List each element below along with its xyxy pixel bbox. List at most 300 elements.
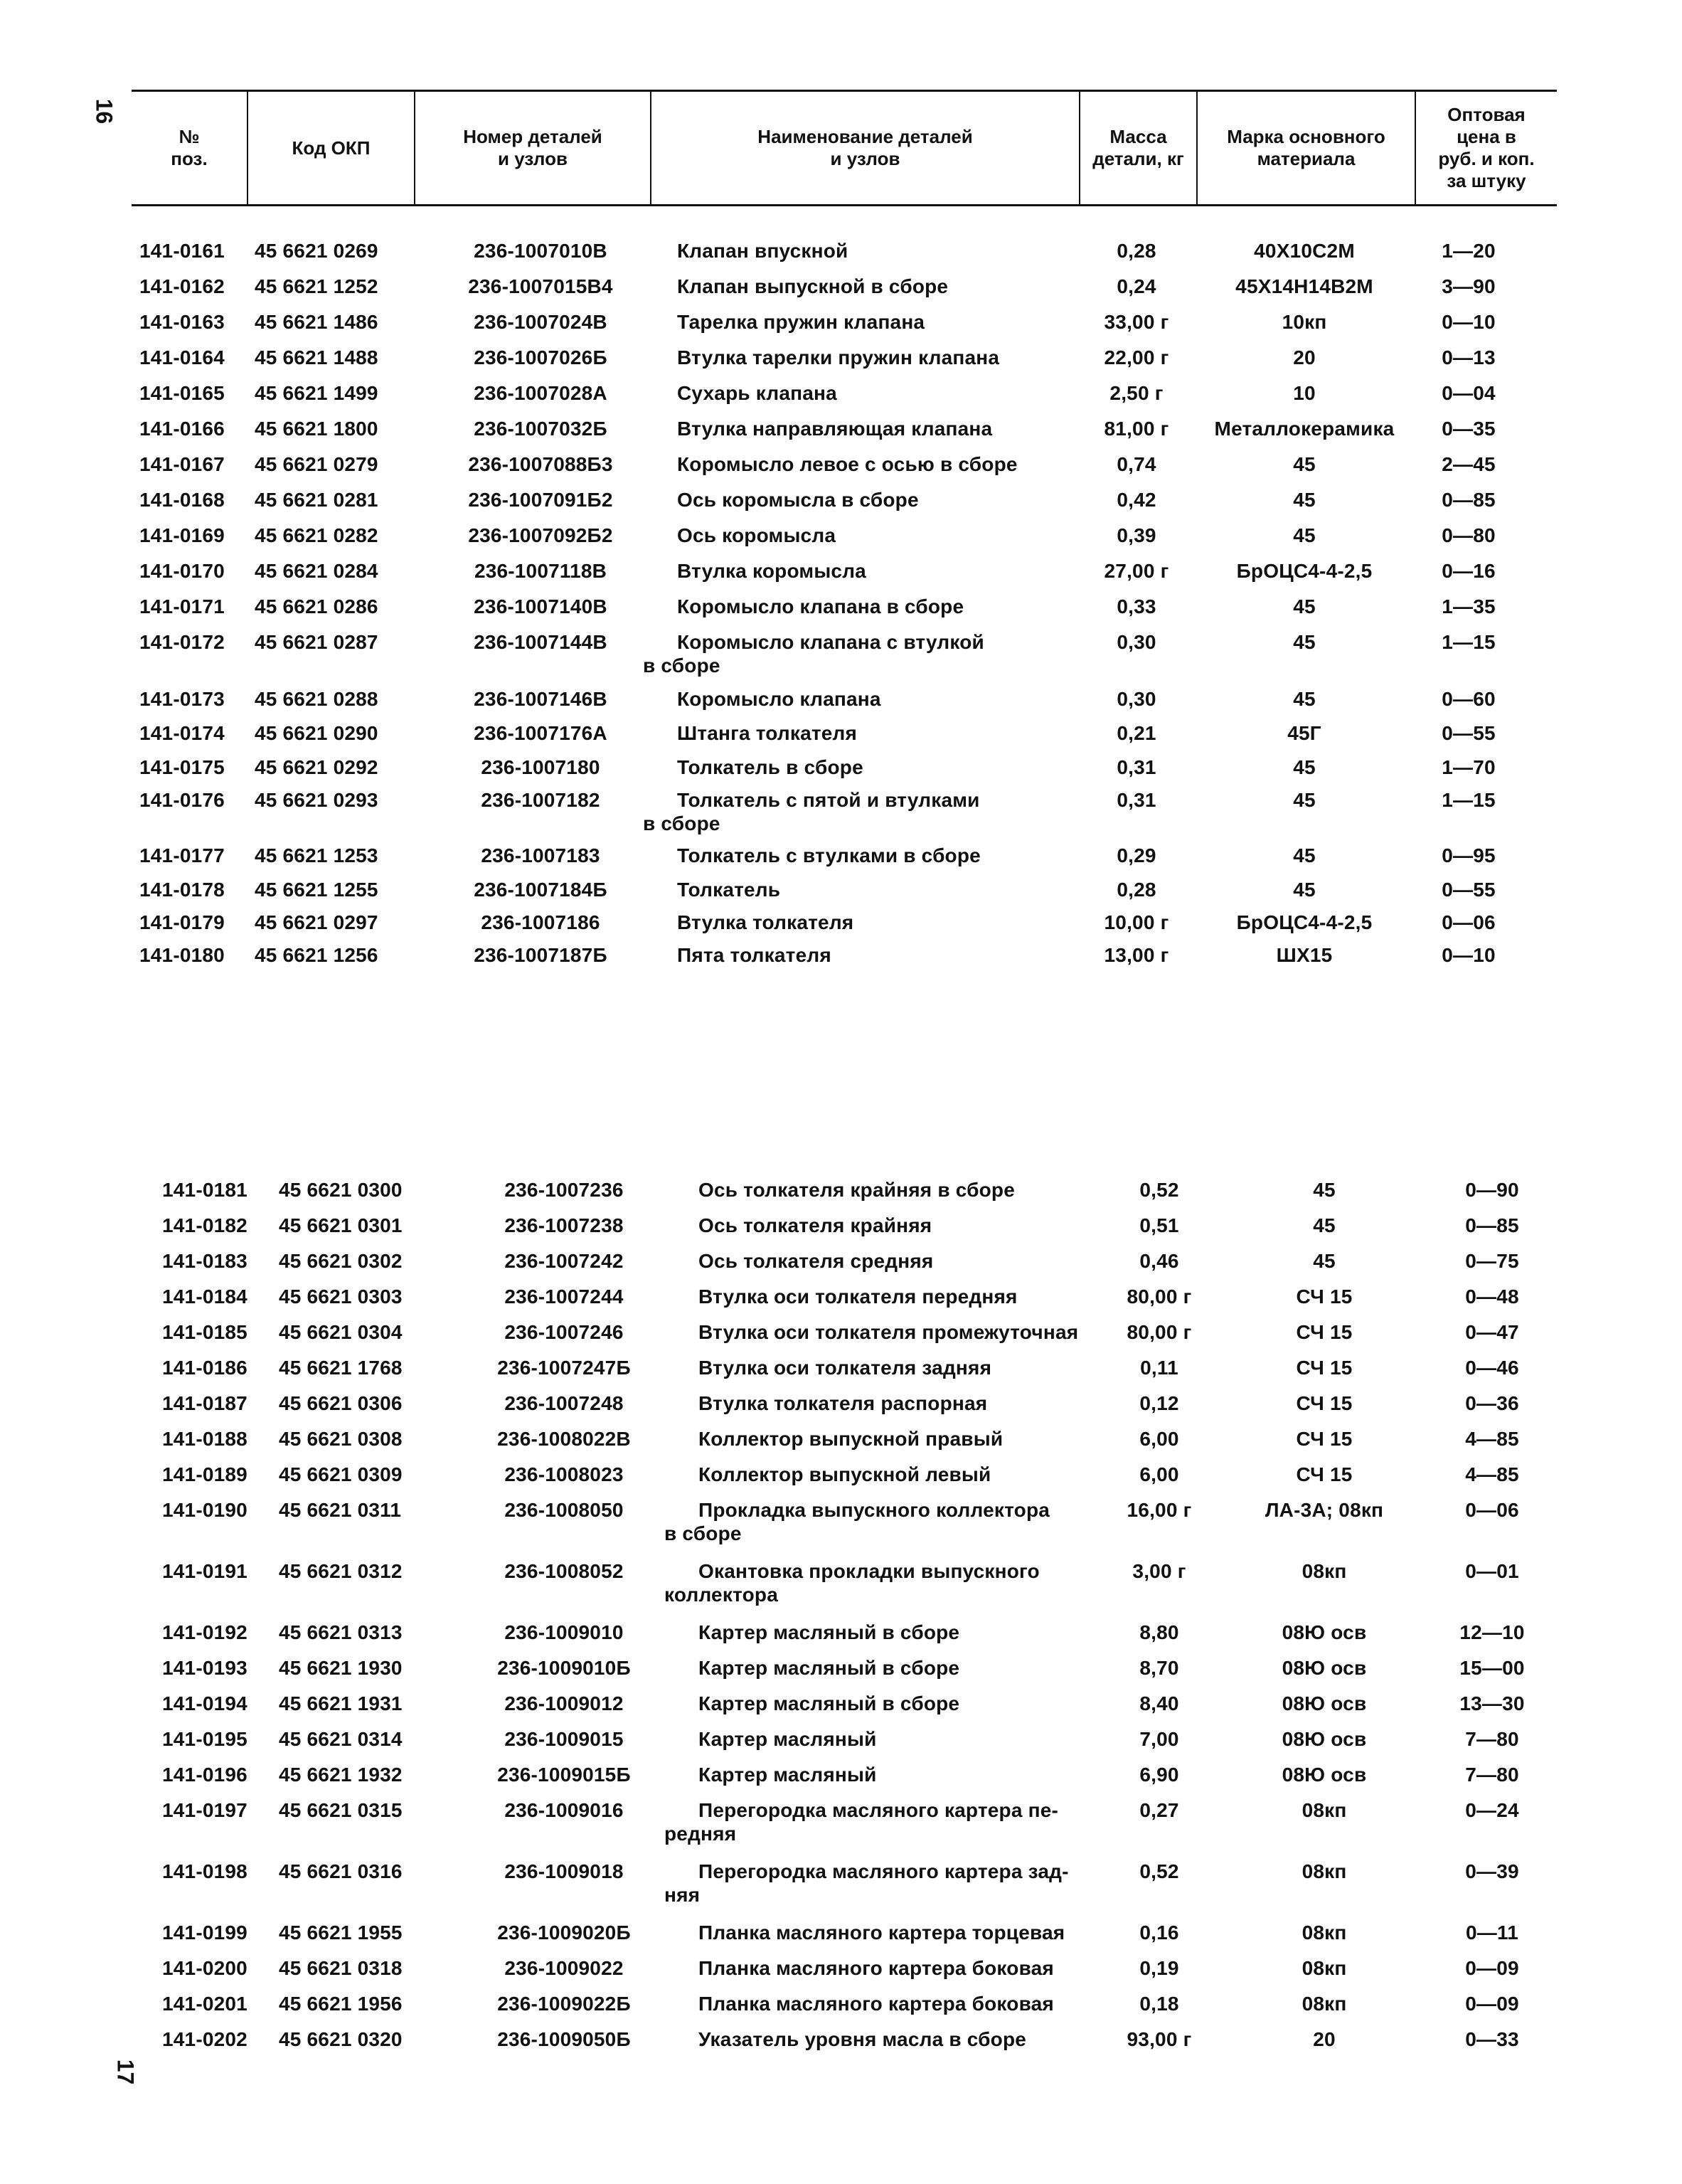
price-cell: 12—10 xyxy=(1459,1621,1525,1643)
price-cell: 0—13 xyxy=(1442,346,1496,369)
part-number-cell: 236-1007180 xyxy=(481,756,600,778)
material-cell: 08кп xyxy=(1302,1560,1347,1582)
mass-cell: 22,00 г xyxy=(1104,346,1169,369)
material-cell: СЧ 15 xyxy=(1296,1357,1353,1379)
part-name-line: Ось толкателя крайняя в сборе xyxy=(698,1179,1015,1201)
part-number-cell: 236-1009015Б xyxy=(497,1764,631,1786)
okp-code-cell: 45 6621 0287 xyxy=(255,631,378,653)
material-cell: 45 xyxy=(1293,489,1316,511)
material-cell: 08Ю осв xyxy=(1282,1657,1367,1679)
price-cell: 1—70 xyxy=(1442,756,1496,778)
okp-code-cell: 45 6621 1255 xyxy=(255,879,378,901)
price-cell: 7—80 xyxy=(1465,1764,1519,1786)
part-name-cell xyxy=(643,524,1084,547)
part-name-line: Планка масляного картера боковая xyxy=(698,1957,1054,1979)
mass-cell: 0,51 xyxy=(1139,1214,1179,1236)
material-cell: 45 xyxy=(1313,1250,1336,1272)
okp-code-cell: 45 6621 0286 xyxy=(255,595,378,617)
okp-code-cell: 45 6621 0304 xyxy=(279,1321,403,1343)
material-cell: 08кп xyxy=(1302,1957,1347,1979)
pos-cell: 141-0190 xyxy=(162,1499,247,1521)
material-cell: 45 xyxy=(1293,879,1316,901)
mass-cell: 3,00 г xyxy=(1132,1560,1186,1582)
part-name-line: Прокладка выпускного коллектора xyxy=(698,1499,1050,1521)
part-number-cell: 236-1007088Б3 xyxy=(468,453,613,475)
price-cell: 0—47 xyxy=(1465,1321,1519,1343)
part-number-cell: 236-1008052 xyxy=(504,1560,624,1582)
table-row xyxy=(0,1992,1682,2027)
part-name-line: Втулка толкателя xyxy=(677,911,854,933)
table-row xyxy=(0,878,1682,911)
part-name-line: Тарелка пружин клапана xyxy=(677,311,925,333)
part-name-line: Втулка оси толкателя передняя xyxy=(698,1286,1018,1308)
okp-code-cell: 45 6621 0316 xyxy=(279,1860,403,1882)
part-name-cell xyxy=(643,943,1084,967)
okp-code-cell: 45 6621 0284 xyxy=(255,560,378,582)
okp-code-cell: 45 6621 1252 xyxy=(255,275,378,297)
price-cell: 0—75 xyxy=(1465,1250,1519,1272)
pos-cell: 141-0200 xyxy=(162,1957,247,1979)
material-cell: ЛА-3А; 08кп xyxy=(1265,1499,1384,1521)
table-row xyxy=(0,488,1682,524)
okp-code-cell: 45 6621 1956 xyxy=(279,1993,403,2015)
pos-cell: 141-0198 xyxy=(162,1860,247,1882)
price-cell: 0—11 xyxy=(1466,1921,1518,1944)
okp-code-cell: 45 6621 0301 xyxy=(279,1214,403,1236)
part-name-cell xyxy=(664,1763,1119,1786)
okp-code-cell: 45 6621 0308 xyxy=(279,1428,403,1450)
table-row xyxy=(0,1860,1682,1921)
price-cell: 0—09 xyxy=(1465,1993,1519,2015)
material-cell: 08Ю осв xyxy=(1282,1764,1367,1786)
okp-code-cell: 45 6621 0318 xyxy=(279,1957,403,1979)
part-name-line: Ось толкателя средняя xyxy=(698,1250,934,1272)
part-number-cell: 236-1007246 xyxy=(504,1321,624,1343)
price-cell: 7—80 xyxy=(1465,1728,1519,1750)
part-name-line: Толкатель xyxy=(677,879,781,901)
material-cell: 40Х10С2М xyxy=(1254,240,1355,262)
price-cell: 0—04 xyxy=(1442,382,1496,404)
mass-cell: 0,21 xyxy=(1117,722,1156,744)
pos-cell: 141-0187 xyxy=(162,1392,247,1414)
material-cell: 08кп xyxy=(1302,1860,1347,1882)
okp-code-cell: 45 6621 0313 xyxy=(279,1621,403,1643)
price-cell: 0—46 xyxy=(1465,1357,1519,1379)
part-name-line: Перегородка масляного картера пе- xyxy=(698,1799,1059,1821)
okp-code-cell: 45 6621 0292 xyxy=(255,756,378,778)
mass-cell: 93,00 г xyxy=(1127,2028,1192,2050)
price-cell: 2—45 xyxy=(1442,453,1496,475)
price-cell: 0—55 xyxy=(1442,879,1496,901)
part-number-cell: 236-1007244 xyxy=(504,1286,624,1308)
table-row xyxy=(0,1285,1682,1320)
price-cell: 0—24 xyxy=(1465,1799,1519,1821)
okp-code-cell: 45 6621 0290 xyxy=(255,722,378,744)
pos-cell: 141-0189 xyxy=(162,1463,247,1485)
table-row xyxy=(0,1249,1682,1285)
table-row xyxy=(0,756,1682,788)
pos-cell: 141-0201 xyxy=(162,1993,247,2015)
pos-cell: 141-0180 xyxy=(139,944,225,966)
mass-cell: 81,00 г xyxy=(1104,418,1169,440)
okp-code-cell: 45 6621 1930 xyxy=(279,1657,403,1679)
mass-cell: 6,90 xyxy=(1139,1764,1179,1786)
part-name-line: Втулка тарелки пружин клапана xyxy=(677,346,1000,369)
part-name-line: Клапан выпускной в сборе xyxy=(677,275,949,297)
part-name-cell xyxy=(643,878,1084,901)
part-name-line: Картер масляный в сборе xyxy=(698,1692,960,1714)
part-name-line: Втулка коромысла xyxy=(677,560,866,582)
price-cell: 0—06 xyxy=(1465,1499,1519,1521)
material-cell: 10кп xyxy=(1282,311,1327,333)
part-name-cell xyxy=(664,1921,1119,1944)
part-number-cell: 236-1009010 xyxy=(504,1621,624,1643)
part-name-line: Толкатель с втулками в сборе xyxy=(677,844,981,866)
part-name-continuation: редняя xyxy=(664,1823,737,1845)
part-name-line: Клапан впускной xyxy=(677,240,848,262)
part-number-cell: 236-1009020Б xyxy=(497,1921,631,1944)
pos-cell: 141-0170 xyxy=(139,560,225,582)
part-number-cell: 236-1007024В xyxy=(474,311,607,333)
part-name-cell xyxy=(664,1463,1119,1486)
part-name-line: Втулка толкателя распорная xyxy=(698,1392,988,1414)
part-name-cell xyxy=(643,844,1084,867)
part-number-cell: 236-1007146В xyxy=(474,688,607,710)
price-cell: 0—16 xyxy=(1442,560,1496,582)
material-cell: СЧ 15 xyxy=(1296,1428,1353,1450)
material-cell: 45 xyxy=(1293,631,1316,653)
price-cell: 4—85 xyxy=(1465,1463,1519,1485)
mass-cell: 2,50 г xyxy=(1109,382,1164,404)
pos-cell: 141-0176 xyxy=(139,789,225,811)
part-name-line: Коллектор выпускной правый xyxy=(698,1428,1004,1450)
okp-code-cell: 45 6621 0300 xyxy=(279,1179,403,1201)
part-name-cell xyxy=(664,1498,1119,1545)
table-row xyxy=(0,1427,1682,1463)
part-name-cell xyxy=(643,756,1084,779)
part-name-line: Ось толкателя крайняя xyxy=(698,1214,932,1236)
table-row xyxy=(0,1214,1682,1249)
part-number-cell: 236-1007015В4 xyxy=(468,275,613,297)
part-name-cell xyxy=(664,1559,1119,1606)
price-cell: 0—01 xyxy=(1465,1560,1519,1582)
part-name-cell xyxy=(643,275,1084,298)
part-name-continuation: коллектора xyxy=(664,1584,778,1606)
pos-cell: 141-0167 xyxy=(139,453,225,475)
table-row xyxy=(0,1559,1682,1621)
part-name-line: Коромысло левое с осью в сборе xyxy=(677,453,1018,475)
price-cell: 1—15 xyxy=(1442,631,1496,653)
part-name-cell xyxy=(664,1320,1119,1344)
pos-cell: 141-0193 xyxy=(162,1657,247,1679)
header-okp: Код ОКП xyxy=(247,92,414,204)
header-pos: № поз. xyxy=(171,126,208,169)
header-part-number: Номер деталей и узлов xyxy=(414,92,650,204)
material-cell: 08кп xyxy=(1302,1921,1347,1944)
part-number-cell: 236-1009050Б xyxy=(497,2028,631,2050)
okp-code-cell: 45 6621 0309 xyxy=(279,1463,403,1485)
page-number-top: 16 xyxy=(91,98,117,124)
mass-cell: 0,31 xyxy=(1117,789,1156,811)
price-cell: 0—95 xyxy=(1442,844,1496,866)
pos-cell: 141-0194 xyxy=(162,1692,247,1714)
part-name-line: Коромысло клапана xyxy=(677,688,881,710)
table-row xyxy=(0,788,1682,844)
mass-cell: 7,00 xyxy=(1139,1728,1179,1750)
part-number-cell: 236-1007140В xyxy=(474,595,607,617)
part-name-cell xyxy=(643,452,1084,476)
part-name-cell xyxy=(664,1656,1119,1680)
table-row xyxy=(0,1763,1682,1798)
table-row xyxy=(0,275,1682,310)
part-number-cell: 236-1007247Б xyxy=(497,1357,631,1379)
mass-cell: 0,11 xyxy=(1140,1357,1178,1379)
part-name-line: Перегородка масляного картера зад- xyxy=(698,1860,1069,1882)
okp-code-cell: 45 6621 0312 xyxy=(279,1560,403,1582)
part-name-cell xyxy=(643,559,1084,583)
price-cell: 0—10 xyxy=(1442,311,1496,333)
part-name-cell xyxy=(664,1798,1119,1845)
mass-cell: 16,00 г xyxy=(1127,1499,1192,1521)
material-cell: 08Ю осв xyxy=(1282,1692,1367,1714)
part-name-cell xyxy=(664,1214,1119,1237)
part-name-cell xyxy=(664,1860,1119,1907)
mass-cell: 80,00 г xyxy=(1127,1286,1192,1308)
pos-cell: 141-0173 xyxy=(139,688,225,710)
material-cell: 45Х14Н14В2М xyxy=(1235,275,1373,297)
pos-cell: 141-0199 xyxy=(162,1921,247,1944)
part-number-cell: 236-1007248 xyxy=(504,1392,624,1414)
pos-cell: 141-0168 xyxy=(139,489,225,511)
pos-cell: 141-0191 xyxy=(162,1560,247,1582)
pos-cell: 141-0165 xyxy=(139,382,225,404)
material-cell: 45 xyxy=(1293,595,1316,617)
price-cell: 0—90 xyxy=(1465,1179,1519,1201)
part-name-cell xyxy=(643,488,1084,511)
mass-cell: 6,00 xyxy=(1139,1463,1179,1485)
part-number-cell: 236-1009018 xyxy=(504,1860,624,1882)
part-name-line: Втулка оси толкателя задняя xyxy=(698,1357,992,1379)
pos-cell: 141-0171 xyxy=(139,595,225,617)
table-header xyxy=(132,90,1557,206)
mass-cell: 0,42 xyxy=(1117,489,1156,511)
material-cell: 45 xyxy=(1293,688,1316,710)
part-name-line: Картер масляный xyxy=(698,1764,877,1786)
okp-code-cell: 45 6621 0303 xyxy=(279,1286,403,1308)
material-cell: 08Ю осв xyxy=(1282,1621,1367,1643)
pos-cell: 141-0182 xyxy=(162,1214,247,1236)
part-number-cell: 236-1009016 xyxy=(504,1799,624,1821)
table-row xyxy=(0,310,1682,346)
mass-cell: 0,74 xyxy=(1117,453,1156,475)
pos-cell: 141-0185 xyxy=(162,1321,247,1343)
part-number-cell: 236-1009022Б xyxy=(497,1993,631,2015)
mass-cell: 0,39 xyxy=(1117,524,1156,546)
part-name-line: Картер масляный в сборе xyxy=(698,1621,960,1643)
part-name-cell xyxy=(664,1727,1119,1751)
mass-cell: 8,70 xyxy=(1139,1657,1179,1679)
price-cell: 15—00 xyxy=(1459,1657,1525,1679)
part-number-cell: 236-1008022В xyxy=(497,1428,631,1450)
part-name-line: Штанга толкателя xyxy=(677,722,858,744)
part-number-cell: 236-1007183 xyxy=(481,844,600,866)
part-number-cell: 236-1007186 xyxy=(481,911,600,933)
price-cell: 0—36 xyxy=(1465,1392,1519,1414)
part-number-cell: 236-1009012 xyxy=(504,1692,624,1714)
part-name-line: Указатель уровня масла в сборе xyxy=(698,2028,1027,2050)
part-name-continuation: няя xyxy=(664,1884,701,1906)
mass-cell: 0,19 xyxy=(1139,1957,1179,1979)
okp-code-cell: 45 6621 0281 xyxy=(255,489,378,511)
part-number-cell: 236-1009022 xyxy=(504,1957,624,1979)
part-number-cell: 236-1007028А xyxy=(474,382,607,404)
table-row xyxy=(0,381,1682,417)
parts-table-top xyxy=(0,239,1682,976)
part-name-cell xyxy=(664,2027,1119,2051)
table-row xyxy=(0,524,1682,559)
price-cell: 0—85 xyxy=(1442,489,1496,511)
pos-cell: 141-0174 xyxy=(139,722,225,744)
part-name-cell xyxy=(664,1956,1119,1980)
part-name-cell xyxy=(643,239,1084,263)
table-row xyxy=(0,1727,1682,1763)
mass-cell: 0,16 xyxy=(1139,1921,1179,1944)
part-name-cell xyxy=(643,687,1084,711)
part-number-cell: 236-1007187Б xyxy=(474,944,607,966)
mass-cell: 0,28 xyxy=(1117,240,1156,262)
okp-code-cell: 45 6621 1800 xyxy=(255,418,378,440)
material-cell: 45Г xyxy=(1287,722,1321,744)
mass-cell: 0,28 xyxy=(1117,879,1156,901)
pos-cell: 141-0164 xyxy=(139,346,225,369)
part-name-line: Толкатель в сборе xyxy=(677,756,863,778)
part-name-cell xyxy=(643,630,1084,677)
price-cell: 0—10 xyxy=(1442,944,1496,966)
price-cell: 0—09 xyxy=(1465,1957,1519,1979)
table-row xyxy=(0,721,1682,756)
okp-code-cell: 45 6621 0315 xyxy=(279,1799,403,1821)
part-name-cell xyxy=(643,595,1084,618)
price-cell: 4—85 xyxy=(1465,1428,1519,1450)
material-cell: 45 xyxy=(1313,1214,1336,1236)
material-cell: 20 xyxy=(1313,2028,1336,2050)
mass-cell: 27,00 г xyxy=(1104,560,1169,582)
okp-code-cell: 45 6621 1768 xyxy=(279,1357,403,1379)
table-row xyxy=(0,1498,1682,1559)
part-name-cell xyxy=(643,381,1084,405)
table-row xyxy=(0,1178,1682,1214)
material-cell: СЧ 15 xyxy=(1296,1392,1353,1414)
table-row xyxy=(0,346,1682,381)
table-row xyxy=(0,630,1682,687)
material-cell: 45 xyxy=(1293,453,1316,475)
table-row xyxy=(0,1391,1682,1427)
okp-code-cell: 45 6621 1486 xyxy=(255,311,378,333)
part-name-line: Окантовка прокладки выпускного xyxy=(698,1560,1040,1582)
part-name-line: Картер масляный xyxy=(698,1728,877,1750)
pos-cell: 141-0186 xyxy=(162,1357,247,1379)
part-name-line: Пята толкателя xyxy=(677,944,831,966)
price-cell: 1—20 xyxy=(1442,240,1496,262)
table-row xyxy=(0,1463,1682,1498)
mass-cell: 0,33 xyxy=(1117,595,1156,617)
pos-cell: 141-0179 xyxy=(139,911,225,933)
material-cell: 08кп xyxy=(1302,1799,1347,1821)
part-name-cell xyxy=(643,911,1084,934)
price-cell: 0—80 xyxy=(1442,524,1496,546)
part-number-cell: 236-1007032Б xyxy=(474,418,607,440)
okp-code-cell: 45 6621 1253 xyxy=(255,844,378,866)
price-cell: 0—06 xyxy=(1442,911,1496,933)
mass-cell: 0,24 xyxy=(1117,275,1156,297)
mass-cell: 13,00 г xyxy=(1104,944,1169,966)
part-name-cell xyxy=(643,310,1084,334)
part-name-cell xyxy=(664,1621,1119,1644)
part-name-cell xyxy=(664,1391,1119,1415)
okp-code-cell: 45 6621 0320 xyxy=(279,2028,403,2050)
material-cell: 45 xyxy=(1293,789,1316,811)
table-row xyxy=(0,452,1682,488)
mass-cell: 6,00 xyxy=(1139,1428,1179,1450)
table-row xyxy=(0,1356,1682,1391)
mass-cell: 0,52 xyxy=(1139,1179,1179,1201)
header-mass: Масса детали, кг xyxy=(1079,92,1196,204)
table-row xyxy=(0,595,1682,630)
part-name-cell xyxy=(664,1356,1119,1379)
price-cell: 0—55 xyxy=(1442,722,1496,744)
header-material: Марка основного материала xyxy=(1196,92,1415,204)
okp-code-cell: 45 6621 0288 xyxy=(255,688,378,710)
mass-cell: 0,12 xyxy=(1139,1392,1179,1414)
okp-code-cell: 45 6621 1931 xyxy=(279,1692,403,1714)
mass-cell: 0,30 xyxy=(1117,631,1156,653)
part-name-line: Сухарь клапана xyxy=(677,382,837,404)
table-row xyxy=(0,911,1682,943)
mass-cell: 0,30 xyxy=(1117,688,1156,710)
pos-cell: 141-0178 xyxy=(139,879,225,901)
header-price: Оптовая цена в руб. и коп. за штуку xyxy=(1415,92,1557,204)
mass-cell: 10,00 г xyxy=(1104,911,1169,933)
part-name-cell xyxy=(664,1285,1119,1308)
price-cell: 0—85 xyxy=(1465,1214,1519,1236)
mass-cell: 0,31 xyxy=(1117,756,1156,778)
mass-cell: 0,46 xyxy=(1139,1250,1179,1272)
part-number-cell: 236-1007184Б xyxy=(474,879,607,901)
material-cell: 45 xyxy=(1313,1179,1336,1201)
mass-cell: 0,52 xyxy=(1139,1860,1179,1882)
part-name-cell xyxy=(664,1249,1119,1273)
table-row xyxy=(0,1798,1682,1860)
okp-code-cell: 45 6621 0293 xyxy=(255,789,378,811)
pos-cell: 141-0163 xyxy=(139,311,225,333)
material-cell: БрОЦС4-4-2,5 xyxy=(1236,560,1373,582)
part-number-cell: 236-1007010В xyxy=(474,240,607,262)
part-number-cell: 236-1007091Б2 xyxy=(468,489,613,511)
material-cell: 08Ю осв xyxy=(1282,1728,1367,1750)
page-number-bottom: 17 xyxy=(112,2059,139,2085)
okp-code-cell: 45 6621 1955 xyxy=(279,1921,403,1944)
part-name-line: Ось коромысла в сборе xyxy=(677,489,919,511)
part-name-cell xyxy=(643,346,1084,369)
pos-cell: 141-0161 xyxy=(139,240,225,262)
part-number-cell: 236-1007176А xyxy=(474,722,607,744)
okp-code-cell: 45 6621 0297 xyxy=(255,911,378,933)
material-cell: 45 xyxy=(1293,524,1316,546)
material-cell: СЧ 15 xyxy=(1296,1463,1353,1485)
mass-cell: 8,40 xyxy=(1139,1692,1179,1714)
mass-cell: 0,18 xyxy=(1139,1993,1179,2015)
okp-code-cell: 45 6621 0306 xyxy=(279,1392,403,1414)
